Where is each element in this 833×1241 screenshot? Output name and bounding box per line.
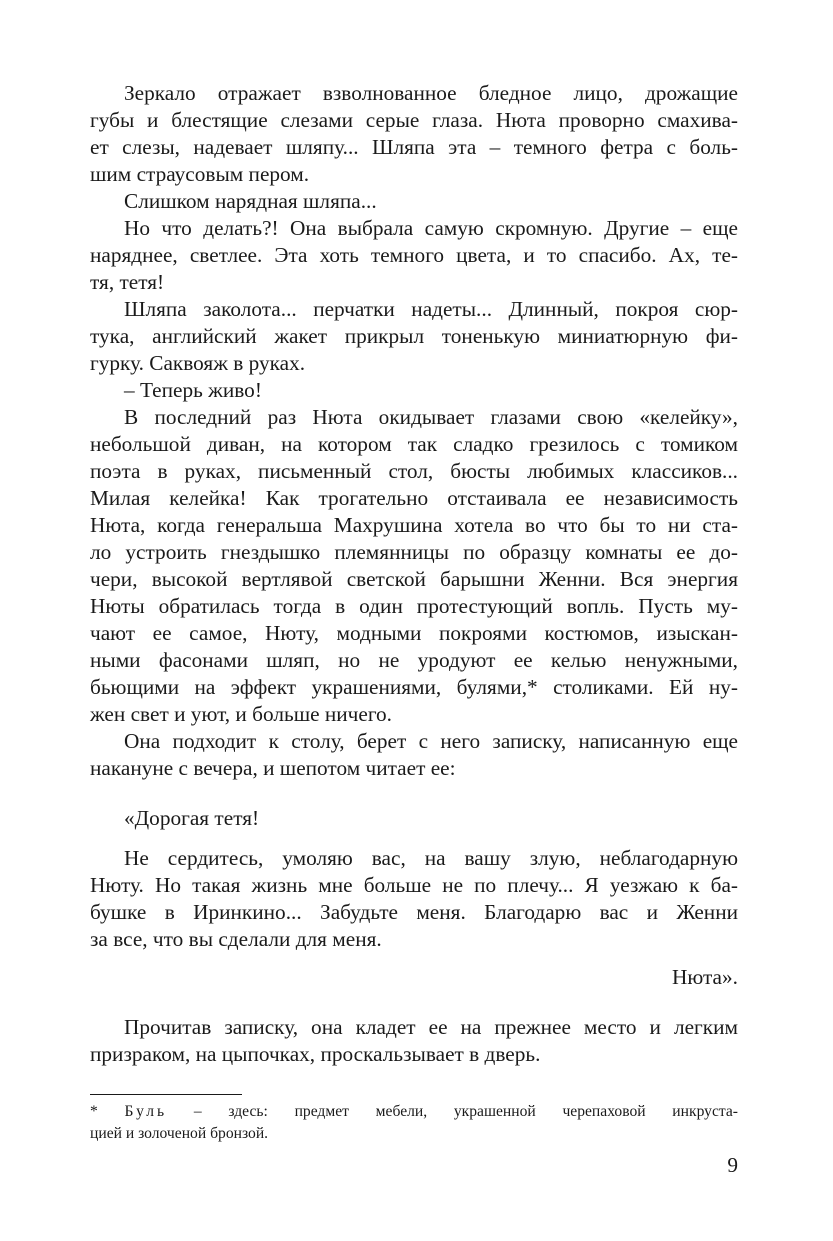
text-line: чери, высокой вертлявой светской барышни Женни. Вся энергия bbox=[90, 567, 738, 591]
text-line: тука, английский жакет прикрыл тоненькую миниатюрную фи- bbox=[90, 324, 738, 348]
text-line: Но что делать?! Она выбрала самую скромную. Другие – еще bbox=[124, 216, 738, 240]
text-line: шим страусовым пером. bbox=[90, 162, 310, 186]
text-line: Милая келейка! Как трогательно отстаивала ее независимость bbox=[90, 486, 738, 510]
footnote-text: – здесь: предмет мебели, украшенной черепаховой инкруста- bbox=[193, 1103, 739, 1120]
letter-line: Нюту. Но такая жизнь мне больше не по плечу... Я уезжаю к ба- bbox=[90, 873, 738, 897]
text-line: ет слезы, надевает шляпу... Шляпа эта – темного фетра с боль- bbox=[90, 135, 738, 159]
text-line: наряднее, светлее. Эта хоть темного цвета, и то спасибо. Ах, те- bbox=[90, 243, 738, 267]
text-line: небольшой диван, на котором так сладко грезилось с томиком bbox=[90, 432, 738, 456]
footnote-term: Буль bbox=[124, 1103, 168, 1120]
text-line: поэта в руках, письменный стол, бюсты любимых классиков... bbox=[90, 459, 738, 483]
letter-signature: Нюта». bbox=[671, 965, 738, 989]
footnote-divider bbox=[90, 1094, 242, 1095]
footnote-line bbox=[90, 1101, 738, 1123]
text-line: ными фасонами шляп, но не уродуют ее келью ненужными, bbox=[90, 648, 738, 672]
text-line: бьющими на эффект украшениями, булями,* столиками. Ей ну- bbox=[90, 675, 738, 699]
text-line: Нюта, когда генеральша Махрушина хотела во что бы то ни ста- bbox=[90, 513, 738, 537]
letter-line: за все, что вы сделали для меня. bbox=[90, 927, 382, 951]
text-line: Прочитав записку, она кладет ее на прежнее место и легким bbox=[124, 1015, 738, 1039]
text-line: чают ее самое, Нюту, модными покроями костюмов, изыскан- bbox=[90, 621, 738, 645]
letter-greeting: «Дорогая тетя! bbox=[124, 806, 260, 830]
page-number: 9 bbox=[727, 1153, 738, 1177]
text-line: ло устроить гнездышко племянницы по образцу комнаты ее до- bbox=[90, 540, 738, 564]
footnote-mark: * bbox=[90, 1103, 98, 1120]
text-line: губы и блестящие слезами серые глаза. Нюта проворно смахива- bbox=[90, 108, 738, 132]
text-line: Слишком нарядная шляпа... bbox=[124, 189, 377, 213]
text-line: Нюты обратилась тогда в один протестующий вопль. Пусть му- bbox=[90, 594, 738, 618]
text-line: Шляпа заколота... перчатки надеты... Длинный, покроя сюр- bbox=[124, 297, 738, 321]
text-line: жен свет и уют, и больше ничего. bbox=[90, 702, 393, 726]
letter-line: Не сердитесь, умоляю вас, на вашу злую, неблагодарную bbox=[124, 846, 738, 870]
text-line: призраком, на цыпочках, проскальзывает в дверь. bbox=[90, 1042, 541, 1066]
text-line: гурку. Саквояж в руках. bbox=[90, 351, 306, 375]
text-line: накануне с вечера, и шепотом читает ее: bbox=[90, 756, 456, 780]
text-line: тя, тетя! bbox=[90, 270, 165, 294]
text-line: – Теперь живо! bbox=[124, 378, 262, 402]
text-line: Она подходит к столу, берет с него записку, написанную еще bbox=[124, 729, 738, 753]
letter-line: бушке в Иринкино... Забудьте меня. Благодарю вас и Женни bbox=[90, 900, 738, 924]
footnote-line: цией и золоченой бронзой. bbox=[90, 1125, 269, 1142]
text-line: Зеркало отражает взволнованное бледное лицо, дрожащие bbox=[124, 81, 738, 105]
text-line: В последний раз Нюта окидывает глазами свою «келейку», bbox=[124, 405, 738, 429]
